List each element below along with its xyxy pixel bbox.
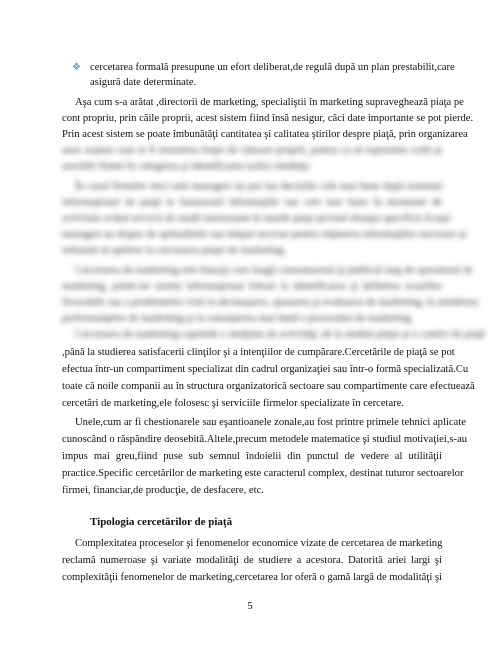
page-number: 5 [247, 600, 253, 612]
paragraph-2-line-3: toate că noile companii au în structura organizatorică sectoare sau compartimente care efectuează [62, 381, 475, 392]
paragraph-3-line-3: impus mai greu,fiind puse sub semnul îndoielii din punctul de vedere al utilităţii [62, 451, 442, 462]
paragraph-1-line-1: Aşa cum s-a arătat ,directorii de marketing, specialiştii în marketing supraveghează piaţa pe [75, 97, 464, 108]
paragraph-3-line-4: practice.Specific cercetărilor de marketing este caracterul complex, destinat tuturor sectoarelor [62, 468, 464, 479]
blurred-line-5: activitate având servicii de studii interesante în marile pieţe privind situaţia specifică.Aceşti [62, 213, 451, 224]
blurred-line-11: performanţelor de marketing şi la cunoaşterea mai bună a procesului de marketing. [62, 313, 414, 324]
blurred-line-1: unor acţiuni cum ar fi instruirea forţei de vânzare proprii, pentru ca să reprezinte ochii şi [62, 145, 442, 156]
paragraph-1-line-3: Prin acest sistem se poate îmbunătăţi cantitatea şi calitatea ştirilor despre piaţă, prin organizarea [62, 129, 468, 140]
blurred-line-2: urechile firmei în culegerea şi identificarea noilor tendinţe. [62, 161, 312, 172]
bullet-line-2: asigură date determinate. [90, 77, 197, 88]
paragraph-4-line-3: complexităţii fenomenelor de marketing,cercetarea lor oferă o gamă largă de modalităţi şi [62, 572, 442, 583]
paragraph-3-line-2: cunoscând o răspândire deosebită.Altele,precum metodele matematice şi studiul motivaţiei,s-au [62, 434, 468, 445]
diamond-bullet-icon: ❖ [72, 62, 81, 73]
blurred-line-8: Cercetarea de marketing este funcţia care leagă consumatorul şi publicul larg de operatorul de [75, 265, 473, 276]
bullet-line-1: cercetarea formală presupune un efort deliberat,de regulă după un plan prestabilit,care [90, 62, 455, 73]
paragraph-2-line-2: efectua într-un compartiment specializat din cadrul organizaţiei sau într-o formă specializată.Cu [62, 364, 469, 375]
blurred-line-7: trebuind să apeleze la cercetarea pieţei de marketing. [62, 245, 287, 256]
paragraph-4-line-1: Complexitatea proceselor şi fenomenelor economice vizate de cercetarea de marketing [75, 538, 443, 549]
blurred-line-3: În cazul firmelor mici unii manageri nu pot lua deciziile cele mai bune după sistemul [75, 181, 442, 192]
blurred-line-4: informaţional de piaţă le furnizează informaţiile sau cele mai bune în momente de [62, 197, 442, 208]
blurred-line-12: Cercetarea de marketing cuprinde o mulţime de activităţi, de la studiul pieţei şi a cotelor de piaţă [75, 329, 485, 340]
paragraph-4-line-2: reclamă numeroase şi variate modalităţi de studiere a acestora. Datorită ariei largi şi [62, 555, 442, 566]
paragraph-3-line-1: Unele,cum ar fi chestionarele sau eşantioanele zonale,au fost printre primele tehnici aplicate [75, 417, 466, 428]
blurred-line-10: favorabile sau a problemelor ivite la declanşarea, ajustarea şi evaluarea de marketing, la urmărirea [62, 297, 479, 308]
paragraph-2-line-1: ,până la studierea satisfacerii clinţilor şi a intenţiilor de cumpărare.Cercetările de piaţă se pot [62, 347, 455, 358]
section-heading: Tipologia cercetărilor de piaţă [90, 516, 233, 528]
blurred-line-9: marketing, printr-un sistem informaţional folosit la identificarea şi definirea ocaziilor [62, 281, 442, 292]
paragraph-2-line-4: cercetări de marketing,ele folosesc şi serviciile firmelor specializate în cercetare. [62, 398, 405, 409]
paragraph-1-line-2: cont propriu, prin căile proprii, acest sistem fiind însă nesigur, căci date importante se pot pierde. [62, 113, 474, 124]
paragraph-3-line-5: firmei, financiar,de producţie, de desfacere, etc. [62, 485, 264, 496]
blurred-line-6: manageri au dispus de aptitudinile sau timpul necesar pentru obţinerea informaţiilor necesare şi [62, 229, 467, 240]
